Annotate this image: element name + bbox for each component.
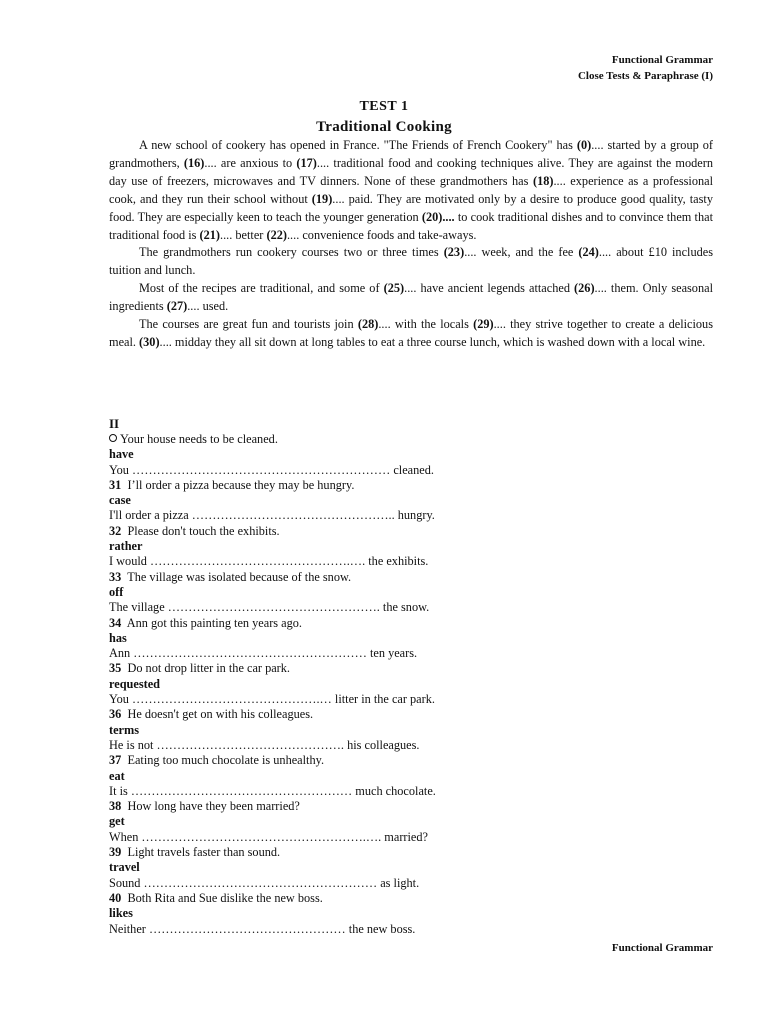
item-answer-line[interactable]: It is ……………………………………………… much chocolate. <box>109 783 436 798</box>
passage-text: .... traditional food and cooking techniques alive. They are against the modern day use of freezers, microwaves and TV dinners. None of these grandmothers has <box>109 155 713 188</box>
passage-paragraph <box>109 316 713 352</box>
item-sentence-line <box>109 661 529 676</box>
item-answer-line[interactable]: Neither ………………………………………… the new boss. <box>109 921 416 936</box>
passage-paragraph <box>109 137 713 244</box>
passage-text: .... with the locals <box>378 317 474 332</box>
item-sentence: Eating too much chocolate is unhealthy. <box>127 753 325 768</box>
item-answer-line[interactable]: I would ………………………………………….…. the exhibits. <box>109 554 429 569</box>
passage-text: .... convenience foods and take-aways. <box>286 227 477 242</box>
gap-number: (18) <box>532 173 554 188</box>
item-number: 36 <box>109 707 122 722</box>
item-number: 37 <box>109 753 122 768</box>
passage-text: .... about £10 includes tuition and lunch. <box>109 245 713 278</box>
item-number: 40 <box>109 890 122 905</box>
passage-text: .... they strive together to create a delicious meal. <box>109 317 713 349</box>
passage-text: .... experience as a professional cook, and they run their school without <box>109 173 713 206</box>
item-sentence: Light travels faster than sound. <box>127 845 281 860</box>
passage-text: .... paid. They are motivated only by a desire to produce good quality, tasty food. They are especially keen to teach the younger generation <box>109 191 713 224</box>
cloze-passage <box>109 137 713 352</box>
passage-text: .... midday they all sit down at long tables to eat a three course lunch, which is washed down with a local wine. <box>159 334 706 349</box>
passage-text: .... are anxious to <box>204 155 297 170</box>
item-sentence-line <box>109 524 529 539</box>
item-sentence-line <box>109 707 529 722</box>
item-number: 33 <box>109 569 122 584</box>
gap-number: (28) <box>357 317 379 332</box>
item-keyword: rather <box>109 539 143 554</box>
item-answer-line[interactable]: When ……………………………………………….…. married? <box>109 829 428 844</box>
section-label: II <box>109 416 120 431</box>
item-sentence: Your house needs to be cleaned. <box>120 432 278 446</box>
item-sentence-line <box>109 891 529 906</box>
gap-number: (17) <box>296 155 317 170</box>
item-sentence-line <box>109 478 529 493</box>
item-keyword: get <box>109 814 125 829</box>
gap-number: (23) <box>443 245 465 260</box>
item-sentence: He doesn't get on with his colleagues. <box>127 707 314 722</box>
item-keyword: travel <box>109 860 140 875</box>
item-keyword: off <box>109 584 124 599</box>
item-sentence-line <box>109 432 529 447</box>
item-number: 31 <box>109 477 122 492</box>
passage-text: Most of the recipes are traditional, and some of <box>139 281 384 296</box>
passage-paragraph <box>109 244 713 280</box>
header-title: Functional Grammar <box>611 54 713 66</box>
item-keyword: has <box>109 630 127 645</box>
passage-text: .... have ancient legends attached <box>404 281 575 296</box>
gap-number: (25) <box>383 281 405 296</box>
passage-text: .... used. <box>187 299 229 314</box>
passage-text: .... week, and the fee <box>464 245 579 260</box>
item-answer-line[interactable]: The village ……………………………………………. the snow. <box>109 600 430 615</box>
item-sentence-line <box>109 753 529 768</box>
passage-text: The courses are great fun and tourists join <box>139 317 358 332</box>
passage-text: The grandmothers run cookery courses two or three times <box>139 245 444 260</box>
item-keyword: requested <box>109 676 161 691</box>
passage-text: to cook traditional dishes and to convince them that traditional food is <box>109 209 713 242</box>
item-sentence-line <box>109 845 529 860</box>
item-answer-line[interactable]: I'll order a pizza ………………………………………….. hungry. <box>109 508 435 523</box>
gap-number: (29) <box>473 317 494 332</box>
item-sentence: Please don't touch the exhibits. <box>127 523 280 538</box>
gap-number: (16) <box>183 155 205 170</box>
item-sentence: Both Rita and Sue dislike the new boss. <box>127 890 323 905</box>
item-keyword: have <box>109 447 134 462</box>
passage-title: Traditional Cooking <box>316 119 452 135</box>
gap-number: (19) <box>311 191 333 206</box>
item-sentence-line <box>109 616 529 631</box>
header-subtitle: Close Tests & Paraphrase (I) <box>577 70 713 82</box>
gap-number: (0) <box>576 138 592 152</box>
item-sentence-line <box>109 799 529 814</box>
item-answer-line[interactable]: Ann ………………………………………………… ten years. <box>109 646 418 661</box>
test-title: TEST 1 <box>359 99 409 114</box>
item-answer-line[interactable]: He is not ………………………………………. his colleagues. <box>109 737 420 752</box>
item-sentence: Ann got this painting ten years ago. <box>126 615 302 630</box>
paraphrase-exercise-list <box>109 432 529 937</box>
passage-text: .... better <box>220 227 267 242</box>
item-answer-line[interactable]: Sound ………………………………………………… as light. <box>109 875 420 890</box>
gap-number: (30) <box>139 334 160 349</box>
passage-paragraph <box>109 280 713 316</box>
gap-number: (27) <box>166 299 188 314</box>
item-sentence: I’ll order a pizza because they may be hungry. <box>127 477 355 492</box>
item-sentence: How long have they been married? <box>127 799 300 814</box>
item-keyword: eat <box>109 768 125 783</box>
item-sentence: Do not drop litter in the car park. <box>127 661 290 676</box>
item-sentence: The village was isolated because of the snow. <box>127 569 352 584</box>
item-number: 38 <box>109 799 122 814</box>
item-sentence-line <box>109 570 529 585</box>
item-keyword: likes <box>109 906 133 921</box>
item-keyword: terms <box>109 722 140 737</box>
item-number: 39 <box>109 845 122 860</box>
item-number: 34 <box>109 615 122 630</box>
passage-text: .... started by a group of grandmothers, <box>109 138 713 170</box>
item-number: 32 <box>109 523 122 538</box>
footer-title: Functional Grammar <box>611 942 713 954</box>
gap-number: (21) <box>199 227 221 242</box>
gap-number: (26) <box>574 281 595 296</box>
gap-number: (22) <box>266 227 287 242</box>
item-answer-line[interactable]: You ……………………………………………………… cleaned. <box>109 462 434 477</box>
passage-text: A new school of cookery has opened in France. "The Friends of French Cookery" has <box>139 138 577 152</box>
gap-number: (24) <box>578 245 599 260</box>
item-answer-line[interactable]: You ……………………………………….… litter in the car park. <box>109 692 435 707</box>
item-number: 35 <box>109 661 122 676</box>
example-circle-icon <box>109 434 117 442</box>
passage-text: .... them. Only seasonal ingredients <box>109 281 713 314</box>
item-keyword: case <box>109 493 131 508</box>
gap-number: (20).... <box>421 209 455 224</box>
